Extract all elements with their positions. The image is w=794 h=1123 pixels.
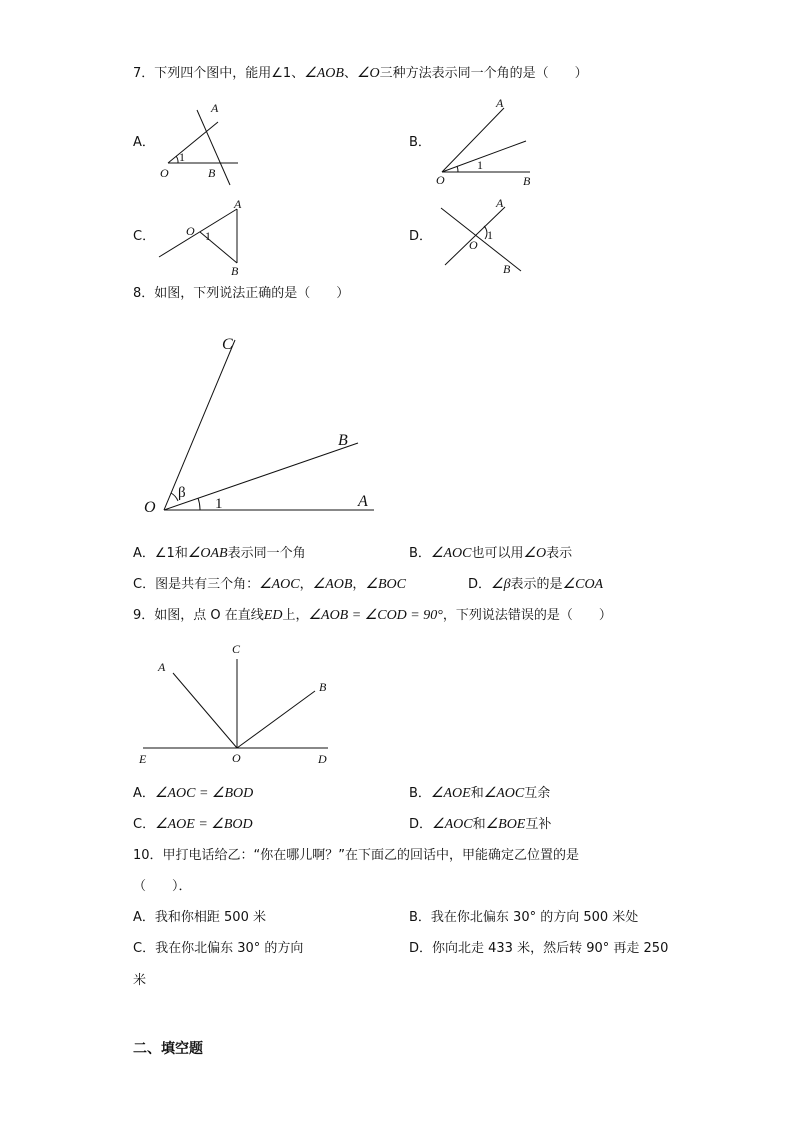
q7-stem: 7．下列四个图中，能用∠1、∠AOB、∠O三种方法表示同一个角的是（ ） <box>133 66 588 81</box>
q9-option-c[interactable]: C．∠AOE = ∠BOD <box>133 817 253 832</box>
label-1: 1 <box>179 150 185 164</box>
q7-option-d-figure <box>435 195 535 280</box>
label-1: 1 <box>477 158 483 172</box>
label-a: A <box>234 197 242 211</box>
q8-option-c[interactable]: C．图是共有三个角：∠AOC，∠AOB，∠BOC <box>133 577 406 592</box>
label-1: 1 <box>487 228 493 242</box>
angle-arc-beta <box>171 493 178 501</box>
ray-oa <box>168 122 218 163</box>
label-1: 1 <box>215 496 223 512</box>
q8-figure <box>140 330 390 520</box>
ray-mid <box>442 141 526 172</box>
label-c: C <box>232 642 241 656</box>
ray-oc <box>164 340 235 510</box>
label-d: D <box>318 752 327 766</box>
q10-option-a[interactable]: A．我和你相距 500 米 <box>133 910 266 925</box>
q10-stem-line1: 10．甲打电话给乙：“你在哪儿啊？”在下面乙的回话中，甲能确定乙位置的是 <box>133 848 580 863</box>
label-b: B <box>208 166 216 180</box>
label-o: O <box>469 238 478 252</box>
label-beta: β <box>178 485 186 501</box>
label-o: O <box>186 224 195 238</box>
q10-option-c[interactable]: C．我在你北偏东 30° 的方向 <box>133 941 304 956</box>
label-b: B <box>338 432 348 449</box>
label-a: A <box>158 660 166 674</box>
q9-option-d[interactable]: D．∠AOC和∠BOE互补 <box>409 817 552 832</box>
label-a: A <box>358 493 368 510</box>
label-e: E <box>139 752 147 766</box>
q9-figure <box>135 638 335 768</box>
q7-option-c-figure <box>155 195 255 280</box>
q8-option-b[interactable]: B．∠AOC也可以用∠O表示 <box>409 546 573 561</box>
q8-option-d[interactable]: D．∠β表示的是∠COA <box>468 577 604 592</box>
ray-ob <box>164 443 358 510</box>
angle-arc <box>457 166 458 172</box>
label-b: B <box>231 264 239 278</box>
q9-option-b[interactable]: B．∠AOE和∠AOC互余 <box>409 786 551 801</box>
q10-stem-line2: （ ）． <box>133 879 192 894</box>
label-c: C <box>222 336 233 353</box>
q10-option-d-continued: 米 <box>133 973 147 988</box>
q7-option-b-letter[interactable]: B． <box>409 135 431 150</box>
label-1: 1 <box>205 229 211 243</box>
q7-option-d-letter[interactable]: D． <box>409 229 433 244</box>
label-o: O <box>160 166 169 180</box>
section-title: 二、填空题 <box>133 1041 203 1057</box>
angle-arc <box>176 156 178 163</box>
label-a: A <box>496 196 504 210</box>
ray-oa <box>442 108 504 172</box>
line-oa <box>159 209 237 257</box>
ray-ob <box>237 691 315 748</box>
q8-stem: 8．如图，下列说法正确的是（ ） <box>133 286 350 301</box>
label-o: O <box>436 173 445 187</box>
line-oa <box>445 207 505 265</box>
label-b: B <box>523 174 531 188</box>
q7-option-a-letter[interactable]: A． <box>133 135 155 150</box>
label-b: B <box>503 262 511 276</box>
label-b: B <box>319 680 327 694</box>
q8-option-a[interactable]: A．∠1和∠OAB表示同一个角 <box>133 546 306 561</box>
label-a: A <box>496 96 504 110</box>
label-o: O <box>144 499 156 516</box>
ray-oa <box>173 673 237 748</box>
q7-option-b-figure <box>430 95 540 190</box>
q9-option-a[interactable]: A．∠AOC = ∠BOD <box>133 786 254 801</box>
q10-option-d[interactable]: D．你向北走 433 米，然后转 90° 再走 250 <box>409 941 669 956</box>
label-a: A <box>211 101 219 115</box>
angle-arc-1 <box>198 498 200 510</box>
label-o: O <box>232 751 241 765</box>
q9-stem: 9．如图，点 O 在直线ED上，∠AOB = ∠COD = 90°，下列说法错误的是（ ） <box>133 608 612 623</box>
q7-option-a-figure <box>150 100 260 190</box>
q10-option-b[interactable]: B．我在你北偏东 30° 的方向 500 米处 <box>409 910 639 925</box>
q7-option-c-letter[interactable]: C． <box>133 229 156 244</box>
